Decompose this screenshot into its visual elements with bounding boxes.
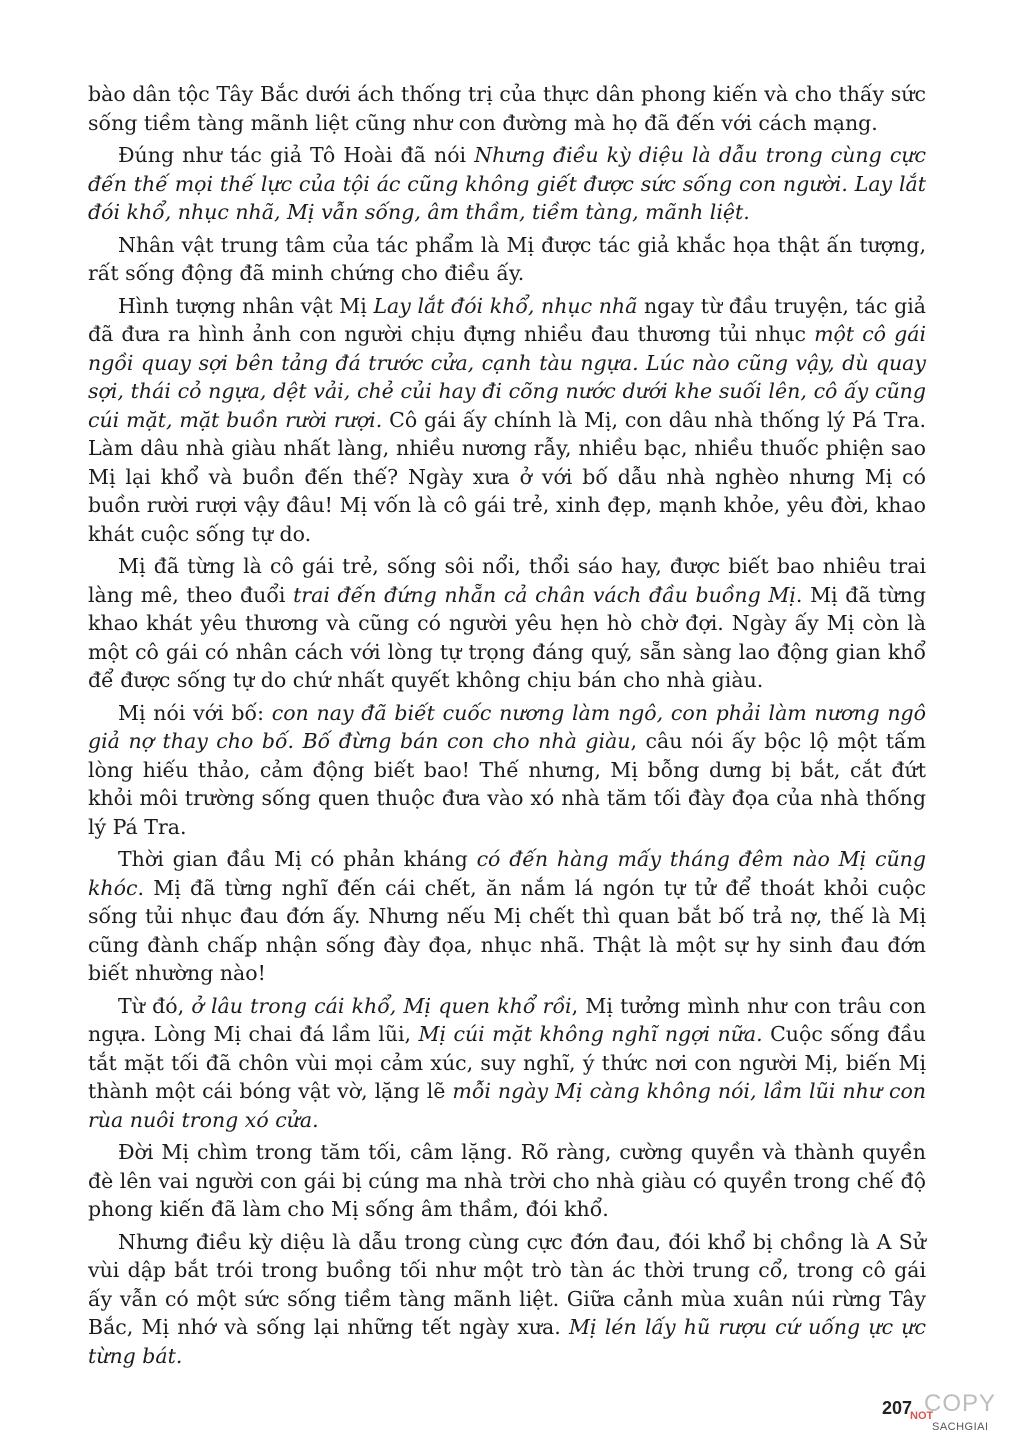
paragraph bbox=[88, 699, 926, 842]
text-run: Thời gian đầu Mị có phản kháng bbox=[118, 847, 477, 871]
watermark-logo bbox=[908, 1388, 1008, 1440]
italic-quote: Mị cúi mặt không nghĩ ngợi nữa. bbox=[418, 1022, 763, 1046]
italic-quote: trai đến đứng nhẵn cả chân vách đầu buồng Mị bbox=[293, 582, 796, 607]
watermark-copy-text: COPY bbox=[924, 1390, 997, 1417]
text-run: bào dân tộc Tây Bắc dưới ách thống trị của thực dân phong kiến và cho thấy sức sống tiềm tàng mãnh liệt cũng như con đường mà họ đã đến với cách mạng. bbox=[88, 82, 926, 135]
text-run: ngay từ đầu truyện, tác giả đã đưa ra hình ảnh con người chịu đựng nhiều đau thương tủi nhục bbox=[88, 293, 927, 346]
italic-quote: mỗi ngày Mị càng không nói, lầm lũi như con rùa nuôi trong xó cửa. bbox=[88, 1079, 926, 1132]
italic-quote: Nhưng điều kỳ diệu là dẫu trong cùng cực đến thế mọi thế lực của tội ác cũng không giết được sức sống con người. Lay lắt đói khổ, nhục nhã, Mị vẫn sống, âm thầm, tiềm tàng, mãnh liệt. bbox=[88, 143, 926, 224]
italic-quote: có đến hàng mấy tháng đêm nào Mị cũng khóc bbox=[88, 847, 926, 900]
text-run: Hình tượng nhân vật Mị bbox=[118, 293, 374, 318]
text-run: , Mị tưởng mình như con trâu con ngựa. Lòng Mị chai đá lầm lũi, bbox=[88, 993, 926, 1046]
text-run: Nhân vật trung tâm của tác phẩm là Mị được tác giả khắc họa thật ấn tượng, rất sống động đã minh chứng cho điều ấy. bbox=[88, 232, 926, 285]
page-body bbox=[88, 80, 926, 1374]
text-run: . Mị đã từng khao khát yêu thương và cũng có người yêu hẹn hò chờ đợi. Ngày ấy Mị còn là một cô gái có nhân cách với lòng tự trọng đáng quý, sẵn sàng lao động gian khổ để được sống tự do chứ nhất quyết không chịu bán cho nhà giàu. bbox=[88, 582, 926, 692]
paragraph bbox=[88, 292, 926, 549]
text-run: . Mị đã từng nghĩ đến cái chết, ăn nắm lá ngón tự tử để thoát khỏi cuộc sống tủi nhục đau đớn ấy. Nhưng nếu Mị chết thì quan bắt bố trả nợ, thế là Mị cũng đành chấp nhận sống đày đọa, nhục nhã. Thật là một sự hy sinh đau đớn biết nhường nào! bbox=[88, 875, 926, 985]
paragraph bbox=[88, 141, 926, 227]
page-number: 207 bbox=[882, 1398, 913, 1418]
italic-quote: Mị lén lấy hũ rượu cứ uống ực ực từng bát. bbox=[88, 1315, 926, 1368]
paragraph bbox=[88, 992, 926, 1135]
paragraph bbox=[88, 231, 926, 288]
text-run: Nhưng điều kỳ diệu là dẫu trong cùng cực đớn đau, đói khổ bị chồng là A Sử vùi dập bắt trói trong buồng tối như một trò tàn ác thời trung cổ, trong cô gái ấy vẫn có một sức sống tiềm tàng mãnh liệt. Giữa cảnh mùa xuân núi rừng Tây Bắc, Mị nhớ và sống lại những tết ngày xưa. bbox=[88, 1229, 926, 1339]
italic-quote: con nay đã biết cuốc nương làm ngô, con phải làm nương ngô giả nợ thay cho bố. Bố đừng bán con cho nhà giàu bbox=[88, 700, 927, 753]
paragraph bbox=[88, 80, 926, 137]
italic-quote: một cô gái ngồi quay sợi bên tảng đá trước cửa, cạnh tàu ngựa. Lúc nào cũng vậy, dù quay sợi, thái cỏ ngựa, dệt vải, chẻ củi hay đi cõng nước dưới khe suối lên, cô ấy cũng cúi mặt, mặt buồn rười rượi. bbox=[88, 322, 926, 432]
paragraph bbox=[88, 1138, 926, 1224]
paragraph bbox=[88, 1228, 926, 1371]
italic-quote: Lay lắt đói khổ, nhục nhã bbox=[373, 293, 638, 318]
watermark-brand-text: SACHGIAI bbox=[932, 1421, 989, 1433]
text-run: , câu nói ấy bộc lộ một tấm lòng hiếu thảo, cảm động biết bao! Thế nhưng, Mị bỗng dưng bị bắt, cắt đứt khỏi môi trường sống quen thuộc đưa vào xó nhà tăm tối đày đọa của nhà thống lý Pá Tra. bbox=[88, 729, 926, 839]
text-run: Mị nói với bố: bbox=[118, 700, 272, 725]
text-run: Từ đó, bbox=[118, 993, 192, 1018]
text-run: Đúng như tác giả Tô Hoài đã nói bbox=[118, 143, 475, 167]
text-run: Cô gái ấy chính là Mị, con dâu nhà thống lý Pá Tra. Làm dâu nhà giàu nhất làng, nhiều nương rẫy, nhiều bạc, nhiều thuốc phiện sao Mị lại khổ và buồn đến thế? Ngày xưa ở với bố dẫu nhà nghèo nhưng Mị có buồn rười rượi vậy đâu! Mị vốn là cô gái trẻ, xinh đẹp, mạnh khỏe, yêu đời, khao khát cuộc sống tự do. bbox=[88, 407, 926, 546]
paragraph bbox=[88, 845, 926, 988]
watermark-not-text: NOT bbox=[910, 1410, 934, 1422]
text-run: Mị đã từng là cô gái trẻ, sống sôi nổi, thổi sáo hay, được biết bao nhiêu trai làng mê, theo đuổi bbox=[88, 554, 926, 607]
text-run: Đời Mị chìm trong tăm tối, câm lặng. Rõ ràng, cường quyền và thành quyền đè lên vai người con gái bị cúng ma nhà trời cho nhà giàu có quyền trong chế độ phong kiến đã làm cho Mị sống âm thầm, đói khổ. bbox=[88, 1140, 926, 1221]
text-run: Cuộc sống đầu tắt mặt tối đã chôn vùi mọi cảm xúc, suy nghĩ, ý thức nơi con người Mị, biến Mị thành một cái bóng vật vờ, lặng lẽ bbox=[88, 1022, 927, 1103]
paragraph bbox=[88, 552, 926, 695]
italic-quote: ở lâu trong cái khổ, Mị quen khổ rồi bbox=[191, 993, 572, 1018]
